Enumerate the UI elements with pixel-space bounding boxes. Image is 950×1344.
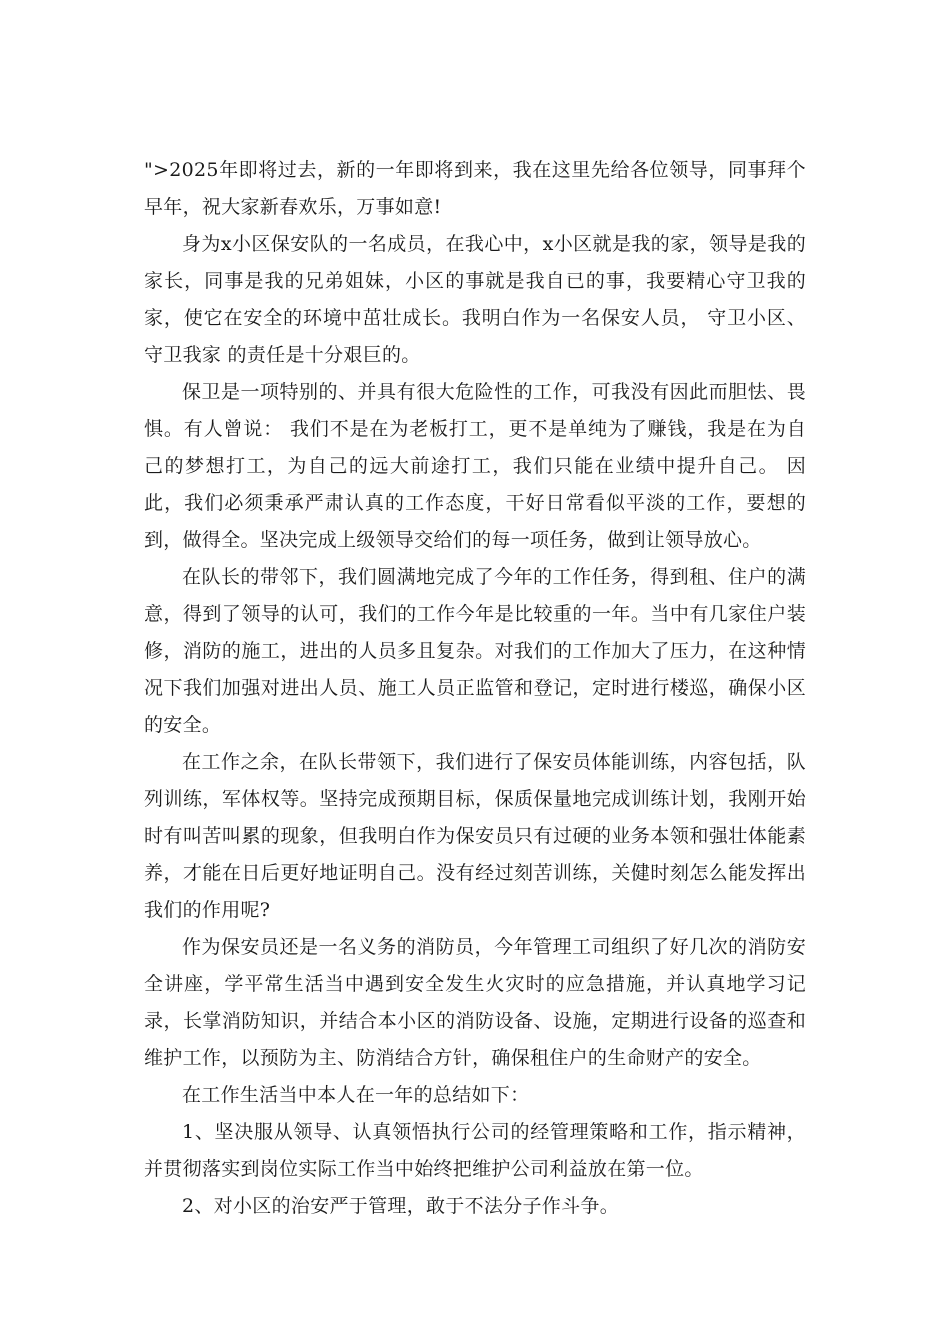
document-body <box>144 152 806 1225</box>
body-paragraph: 在工作之余，在队长带领下，我们进行了保安员体能训练，内容包括，队列训练，军体权等。坚持完成预期目标，保质保量地完成训练计划，我刚开始时有叫苦叫累的现象，但我明白作为保安员只有过硬的业务本领和强壮体能素养，才能在日后更好地证明自己。没有经过刻苦训练，关健时刻怎么能发挥出我们的作用呢? <box>144 751 806 921</box>
body-paragraph: 在队长的带邻下，我们圆满地完成了今年的工作任务，得到租、住户的满意，得到了领导的认可，我们的工作今年是比较重的一年。当中有几家住户装修，消防的施工，进出的人员多且复杂。对我们的工作加大了压力，在这种情况下我们加强对进出人员、施工人员正监管和登记，定时进行楼巡，确保小区的安全。 <box>144 566 806 736</box>
summary-item-2: 2、对小区的治安严于管理，敢于不法分子作斗争。 <box>182 1195 619 1217</box>
body-paragraph: 作为保安员还是一名义务的消防员，今年管理工司组织了好几次的消防安全讲座，学平常生活当中遇到安全发生火灾时的应急措施，并认真地学习记录，长掌消防知识，并结合本小区的消防设备、设施，定期进行设备的巡查和维护工作，以预防为主、防消结合方针，确保租住户的生命财产的安全。 <box>144 936 806 1069</box>
body-paragraph: 保卫是一项特别的、并具有很大危险性的工作，可我没有因此而胆怯、畏惧。有人曾说： 我们不是在为老板打工，更不是单纯为了赚钱，我是在为自己的梦想打工，为自己的远大前途打工，我们只能在业绩中提升自己。 因此，我们必须秉承严肃认真的工作态度，干好日常看似平淡的工作，要想的到，做得全。坚决完成上级领导交给们的每一项任务，做到让领导放心。 <box>144 381 806 551</box>
summary-heading-paragraph: 在工作生活当中本人在一年的总结如下： <box>182 1084 530 1106</box>
summary-item-1: 1、坚决服从领导、认真领悟执行公司的经管理策略和工作，指示精神，并贯彻落实到岗位实际工作当中始终把维护公司利益放在第一位。 <box>144 1121 806 1180</box>
intro-paragraph: ">2025年即将过去，新的一年即将到来，我在这里先给各位领导，同事拜个早年，祝大家新春欢乐，万事如意! <box>144 159 806 218</box>
body-paragraph: 身为x小区保安队的一名成员，在我心中，x小区就是我的家，领导是我的家长，同事是我的兄弟姐妹，小区的事就是我自已的事，我要精心守卫我的家，使它在安全的环境中茁壮成长。我明白作为一名保安人员， 守卫小区、守卫我家 的责任是十分艰巨的。 <box>144 233 806 366</box>
